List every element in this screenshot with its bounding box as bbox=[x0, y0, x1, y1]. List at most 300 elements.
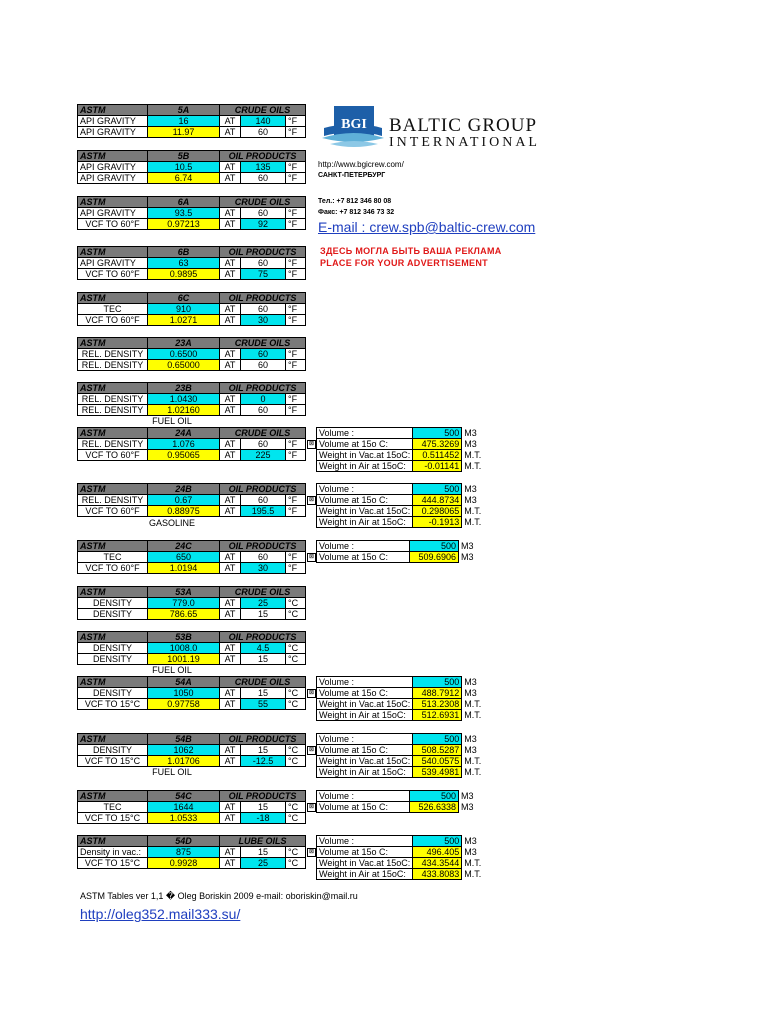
calc-label: Weight in Vac.at 15oC: bbox=[317, 506, 413, 517]
header-product-type: CRUDE OILS bbox=[220, 338, 306, 349]
row-value: 786.65 bbox=[148, 609, 220, 620]
calc-value: 539.4981 bbox=[413, 767, 462, 778]
row-value[interactable]: 1008.0 bbox=[148, 643, 220, 654]
at-label: AT bbox=[220, 116, 241, 127]
header-astm: ASTM bbox=[78, 632, 148, 643]
row-label: REL. DENSITY bbox=[78, 405, 148, 416]
row-unit: °F bbox=[286, 219, 306, 230]
calc-value: 488.7912 bbox=[413, 688, 462, 699]
row-value: 0.65000 bbox=[148, 360, 220, 371]
row-value[interactable]: 93.5 bbox=[148, 208, 220, 219]
calc-row bbox=[317, 869, 495, 880]
at-label: AT bbox=[220, 858, 241, 869]
row-unit: °F bbox=[286, 116, 306, 127]
table-header bbox=[78, 632, 306, 643]
calc-value[interactable]: 500 bbox=[413, 677, 462, 688]
footer-link[interactable]: http://oleg352.mail333.su/ bbox=[80, 906, 241, 922]
astm-table bbox=[77, 382, 305, 416]
row-value[interactable]: 1062 bbox=[148, 745, 220, 756]
table-row bbox=[78, 654, 306, 665]
table-header bbox=[78, 338, 306, 349]
bgi-emblem-icon bbox=[320, 98, 386, 154]
header-product-type: OIL PRODUCTS bbox=[220, 791, 306, 802]
row-label: REL. DENSITY bbox=[78, 439, 148, 450]
at-label: AT bbox=[220, 439, 241, 450]
calc-row bbox=[317, 450, 495, 461]
header-table-number: 54C bbox=[148, 791, 220, 802]
table-header bbox=[78, 197, 306, 208]
product-group-label: FUEL OIL bbox=[152, 767, 192, 777]
row-unit: °C bbox=[286, 858, 306, 869]
calc-value: 434.3544 bbox=[413, 858, 462, 869]
row-temperature[interactable]: 4.5 bbox=[241, 643, 286, 654]
table-row bbox=[78, 745, 306, 756]
calc-label: Volume at 15o C: bbox=[317, 495, 413, 506]
calc-row bbox=[317, 734, 495, 745]
row-unit: °F bbox=[286, 394, 306, 405]
company-name-line2: INTERNATIONAL bbox=[389, 135, 540, 150]
footer-credits: ASTM Tables ver 1,1 � Oleg Boriskin 2009 e-mail: oboriskin@mail.ru bbox=[80, 891, 358, 901]
row-value[interactable]: 63 bbox=[148, 258, 220, 269]
table-row bbox=[78, 563, 306, 574]
row-temperature: 60 bbox=[241, 258, 286, 269]
row-temperature[interactable]: 140 bbox=[241, 116, 286, 127]
astm-table bbox=[77, 150, 305, 184]
row-unit: °F bbox=[286, 208, 306, 219]
row-unit: °C bbox=[286, 756, 306, 767]
calc-unit: M.T. bbox=[464, 858, 482, 868]
astm-table bbox=[77, 104, 305, 138]
row-value: 6.74 bbox=[148, 173, 220, 184]
row-temperature[interactable]: 0 bbox=[241, 394, 286, 405]
calc-row bbox=[317, 791, 492, 802]
row-temperature[interactable]: 92 bbox=[241, 219, 286, 230]
row-temperature[interactable]: 25 bbox=[241, 858, 286, 869]
at-label: AT bbox=[220, 745, 241, 756]
table-row bbox=[78, 688, 306, 699]
header-table-number: 53B bbox=[148, 632, 220, 643]
row-value: 1.01706 bbox=[148, 756, 220, 767]
row-temperature[interactable]: 30 bbox=[241, 563, 286, 574]
row-label: TEC bbox=[78, 304, 148, 315]
table-row bbox=[78, 219, 306, 230]
calc-label: Volume : bbox=[317, 428, 413, 439]
row-temperature[interactable]: 30 bbox=[241, 315, 286, 326]
product-group-label: FUEL OIL bbox=[152, 416, 192, 426]
row-value: 0.97758 bbox=[148, 699, 220, 710]
calc-checkbox[interactable]: ⊠ bbox=[308, 690, 315, 696]
table-header bbox=[78, 587, 306, 598]
row-value[interactable]: 1050 bbox=[148, 688, 220, 699]
calc-unit: M3 bbox=[464, 836, 477, 846]
calc-label: Volume at 15o C: bbox=[317, 552, 410, 563]
row-label: VCF TO 60°F bbox=[78, 269, 148, 280]
row-unit: °F bbox=[286, 450, 306, 461]
header-astm: ASTM bbox=[78, 428, 148, 439]
row-value[interactable]: 0.67 bbox=[148, 495, 220, 506]
at-label: AT bbox=[220, 802, 241, 813]
at-label: AT bbox=[220, 563, 241, 574]
row-value: 1001.19 bbox=[148, 654, 220, 665]
row-unit: °C bbox=[286, 643, 306, 654]
table-header bbox=[78, 293, 306, 304]
row-label: DENSITY bbox=[78, 643, 148, 654]
astm-table bbox=[77, 427, 305, 461]
row-unit: °F bbox=[286, 315, 306, 326]
row-label: REL. DENSITY bbox=[78, 495, 148, 506]
row-unit: °F bbox=[286, 269, 306, 280]
row-unit: °C bbox=[286, 654, 306, 665]
calc-label: Weight in Vac.at 15oC: bbox=[317, 858, 413, 869]
header-product-type: OIL PRODUCTS bbox=[220, 484, 306, 495]
company-phone: Тел.: +7 812 346 80 08 bbox=[318, 198, 392, 205]
row-temperature: 15 bbox=[241, 802, 286, 813]
row-temperature: 15 bbox=[241, 745, 286, 756]
row-unit: °F bbox=[286, 162, 306, 173]
calc-checkbox[interactable]: ⊠ bbox=[308, 804, 315, 810]
astm-table bbox=[77, 337, 305, 371]
company-email-link[interactable]: E-mail : crew.spb@baltic-crew.com bbox=[318, 219, 536, 235]
calc-row bbox=[317, 836, 495, 847]
row-label: VCF TO 60°F bbox=[78, 219, 148, 230]
row-label: REL. DENSITY bbox=[78, 360, 148, 371]
row-label: API GRAVITY bbox=[78, 116, 148, 127]
header-astm: ASTM bbox=[78, 677, 148, 688]
row-label: VCF TO 15°C bbox=[78, 813, 148, 824]
at-label: AT bbox=[220, 269, 241, 280]
header-table-number: 53A bbox=[148, 587, 220, 598]
calc-checkbox[interactable]: ⊠ bbox=[308, 747, 315, 753]
calc-label: Volume : bbox=[317, 541, 410, 552]
advertisement-ru: ЗДЕСЬ МОГЛА БЫТЬ ВАША РЕКЛАМА bbox=[320, 246, 502, 256]
calc-value[interactable]: 500 bbox=[413, 428, 462, 439]
astm-table bbox=[77, 540, 305, 574]
row-temperature: 15 bbox=[241, 609, 286, 620]
row-value: 1.0194 bbox=[148, 563, 220, 574]
header-astm: ASTM bbox=[78, 338, 148, 349]
calc-label: Volume at 15o C: bbox=[317, 802, 410, 813]
row-label: VCF TO 15°C bbox=[78, 756, 148, 767]
row-temperature: 60 bbox=[241, 360, 286, 371]
calc-label: Weight in Air at 15oC: bbox=[317, 710, 413, 721]
table-row bbox=[78, 506, 306, 517]
row-label: API GRAVITY bbox=[78, 173, 148, 184]
at-label: AT bbox=[220, 162, 241, 173]
calc-row bbox=[317, 767, 495, 778]
calc-label: Volume : bbox=[317, 734, 413, 745]
row-value[interactable]: 1644 bbox=[148, 802, 220, 813]
header-product-type: OIL PRODUCTS bbox=[220, 383, 306, 394]
table-row bbox=[78, 552, 306, 563]
calc-unit: M.T. bbox=[464, 450, 482, 460]
header-astm: ASTM bbox=[78, 587, 148, 598]
calc-row bbox=[317, 847, 495, 858]
table-row bbox=[78, 756, 306, 767]
row-label: VCF TO 15°C bbox=[78, 699, 148, 710]
calc-value: 0.298065 bbox=[413, 506, 462, 517]
table-header bbox=[78, 677, 306, 688]
table-row bbox=[78, 349, 306, 360]
row-temperature[interactable]: 225 bbox=[241, 450, 286, 461]
table-header bbox=[78, 791, 306, 802]
calc-row bbox=[317, 699, 495, 710]
calc-unit: M.T. bbox=[464, 869, 482, 879]
company-fax: Факс: +7 812 346 73 32 bbox=[318, 209, 395, 216]
volume-calculator bbox=[316, 427, 495, 472]
row-value[interactable]: 1.0430 bbox=[148, 394, 220, 405]
calc-value: 444.8734 bbox=[413, 495, 462, 506]
volume-calculator bbox=[316, 733, 495, 778]
row-value[interactable]: 1.076 bbox=[148, 439, 220, 450]
row-label: VCF TO 60°F bbox=[78, 450, 148, 461]
row-value: 1.02160 bbox=[148, 405, 220, 416]
row-value[interactable]: 10.5 bbox=[148, 162, 220, 173]
row-label: VCF TO 60°F bbox=[78, 315, 148, 326]
header-table-number: 54A bbox=[148, 677, 220, 688]
row-value: 1.0533 bbox=[148, 813, 220, 824]
calc-value: 508.5287 bbox=[413, 745, 462, 756]
header-table-number: 5B bbox=[148, 151, 220, 162]
astm-table bbox=[77, 835, 305, 869]
table-row bbox=[78, 173, 306, 184]
calc-label: Weight in Vac.at 15oC: bbox=[317, 450, 413, 461]
astm-table bbox=[77, 676, 305, 710]
calc-value[interactable]: 500 bbox=[413, 836, 462, 847]
calc-unit: M3 bbox=[461, 802, 474, 812]
row-unit: °F bbox=[286, 173, 306, 184]
header-product-type: OIL PRODUCTS bbox=[220, 293, 306, 304]
astm-table bbox=[77, 483, 305, 517]
calc-label: Volume : bbox=[317, 791, 410, 802]
volume-calculator bbox=[316, 676, 495, 721]
company-city: САНКТ-ПЕТЕРБУРГ bbox=[318, 172, 386, 179]
calc-value[interactable]: 500 bbox=[413, 734, 462, 745]
calc-unit: M.T. bbox=[464, 710, 482, 720]
header-astm: ASTM bbox=[78, 484, 148, 495]
at-label: AT bbox=[220, 506, 241, 517]
svg-text:BGI: BGI bbox=[341, 117, 367, 132]
header-product-type: OIL PRODUCTS bbox=[220, 734, 306, 745]
calc-row bbox=[317, 506, 495, 517]
at-label: AT bbox=[220, 813, 241, 824]
calc-label: Volume at 15o C: bbox=[317, 745, 413, 756]
row-value[interactable]: 779.0 bbox=[148, 598, 220, 609]
calc-unit: M3 bbox=[464, 439, 477, 449]
table-header bbox=[78, 836, 306, 847]
table-row bbox=[78, 258, 306, 269]
header-table-number: 54B bbox=[148, 734, 220, 745]
row-unit: °C bbox=[286, 609, 306, 620]
at-label: AT bbox=[220, 699, 241, 710]
row-temperature: 15 bbox=[241, 847, 286, 858]
at-label: AT bbox=[220, 756, 241, 767]
volume-calculator bbox=[316, 483, 495, 528]
row-temperature[interactable]: 60 bbox=[241, 349, 286, 360]
header-product-type: CRUDE OILS bbox=[220, 677, 306, 688]
header-product-type: OIL PRODUCTS bbox=[220, 632, 306, 643]
row-temperature: 15 bbox=[241, 688, 286, 699]
calc-checkbox[interactable]: ⊠ bbox=[308, 554, 315, 560]
calc-checkbox[interactable]: ⊠ bbox=[308, 849, 315, 855]
header-product-type: LUBE OILS bbox=[220, 836, 306, 847]
calc-row bbox=[317, 710, 495, 721]
row-unit: °F bbox=[286, 552, 306, 563]
at-label: AT bbox=[220, 127, 241, 138]
calc-value: 475.3269 bbox=[413, 439, 462, 450]
astm-table bbox=[77, 196, 305, 230]
row-label: DENSITY bbox=[78, 598, 148, 609]
row-value[interactable]: 0.6500 bbox=[148, 349, 220, 360]
calc-unit: M.T. bbox=[464, 756, 482, 766]
table-row bbox=[78, 269, 306, 280]
calc-value[interactable]: 500 bbox=[410, 541, 459, 552]
calc-label: Volume at 15o C: bbox=[317, 439, 413, 450]
header-astm: ASTM bbox=[78, 105, 148, 116]
at-label: AT bbox=[220, 360, 241, 371]
row-temperature: 60 bbox=[241, 304, 286, 315]
row-temperature[interactable]: 135 bbox=[241, 162, 286, 173]
table-header bbox=[78, 484, 306, 495]
header-astm: ASTM bbox=[78, 197, 148, 208]
header-product-type: CRUDE OILS bbox=[220, 428, 306, 439]
calc-unit: M3 bbox=[464, 428, 477, 438]
header-product-type: OIL PRODUCTS bbox=[220, 247, 306, 258]
calc-row bbox=[317, 541, 492, 552]
calc-value: 513.2308 bbox=[413, 699, 462, 710]
row-label: TEC bbox=[78, 552, 148, 563]
table-header bbox=[78, 247, 306, 258]
calc-label: Volume : bbox=[317, 677, 413, 688]
calc-value: 0.511452 bbox=[413, 450, 462, 461]
at-label: AT bbox=[220, 258, 241, 269]
table-row bbox=[78, 450, 306, 461]
calc-checkbox[interactable]: ⊠ bbox=[308, 497, 315, 503]
row-temperature: 60 bbox=[241, 208, 286, 219]
calc-unit: M.T. bbox=[464, 461, 482, 471]
header-table-number: 5A bbox=[148, 105, 220, 116]
calc-label: Weight in Air at 15oC: bbox=[317, 767, 413, 778]
at-label: AT bbox=[220, 450, 241, 461]
row-value: 0.9928 bbox=[148, 858, 220, 869]
at-label: AT bbox=[220, 394, 241, 405]
calc-value: 433.8083 bbox=[413, 869, 462, 880]
calc-label: Weight in Air at 15oC: bbox=[317, 869, 413, 880]
row-label: DENSITY bbox=[78, 654, 148, 665]
calc-label: Weight in Vac.at 15oC: bbox=[317, 699, 413, 710]
at-label: AT bbox=[220, 405, 241, 416]
row-temperature: 60 bbox=[241, 173, 286, 184]
header-table-number: 54D bbox=[148, 836, 220, 847]
table-row bbox=[78, 405, 306, 416]
row-unit: °F bbox=[286, 495, 306, 506]
astm-table bbox=[77, 790, 305, 824]
calc-value: -0.01141 bbox=[413, 461, 462, 472]
calc-value[interactable]: 500 bbox=[413, 484, 462, 495]
header-astm: ASTM bbox=[78, 247, 148, 258]
calc-value[interactable]: 500 bbox=[410, 791, 459, 802]
at-label: AT bbox=[220, 688, 241, 699]
table-row bbox=[78, 598, 306, 609]
table-row bbox=[78, 847, 306, 858]
astm-table bbox=[77, 733, 305, 767]
table-row bbox=[78, 315, 306, 326]
volume-calculator bbox=[316, 835, 495, 880]
calc-value: 526.6338 bbox=[410, 802, 459, 813]
calc-row bbox=[317, 484, 495, 495]
row-value: 0.95065 bbox=[148, 450, 220, 461]
header-product-type: OIL PRODUCTS bbox=[220, 151, 306, 162]
at-label: AT bbox=[220, 654, 241, 665]
calc-row bbox=[317, 802, 492, 813]
row-temperature: 60 bbox=[241, 405, 286, 416]
calc-unit: M3 bbox=[464, 495, 477, 505]
calc-label: Volume at 15o C: bbox=[317, 688, 413, 699]
table-header bbox=[78, 734, 306, 745]
row-temperature[interactable]: -18 bbox=[241, 813, 286, 824]
row-temperature[interactable]: 25 bbox=[241, 598, 286, 609]
calc-unit: M3 bbox=[464, 484, 477, 494]
calc-row bbox=[317, 439, 495, 450]
row-value[interactable]: 650 bbox=[148, 552, 220, 563]
row-temperature[interactable]: -12.5 bbox=[241, 756, 286, 767]
table-row bbox=[78, 162, 306, 173]
at-label: AT bbox=[220, 643, 241, 654]
astm-table bbox=[77, 586, 305, 620]
row-label: VCF TO 15°C bbox=[78, 858, 148, 869]
calc-row bbox=[317, 495, 495, 506]
company-website[interactable]: http://www.bgicrew.com/ bbox=[318, 160, 404, 169]
header-astm: ASTM bbox=[78, 151, 148, 162]
header-table-number: 24B bbox=[148, 484, 220, 495]
row-unit: °F bbox=[286, 304, 306, 315]
row-temperature: 60 bbox=[241, 552, 286, 563]
row-unit: °C bbox=[286, 745, 306, 756]
row-temperature[interactable]: 55 bbox=[241, 699, 286, 710]
table-header bbox=[78, 383, 306, 394]
calc-checkbox[interactable]: ⊠ bbox=[308, 441, 315, 447]
astm-table bbox=[77, 246, 305, 280]
row-value: 11.97 bbox=[148, 127, 220, 138]
at-label: AT bbox=[220, 847, 241, 858]
row-unit: °C bbox=[286, 699, 306, 710]
table-header bbox=[78, 541, 306, 552]
row-temperature: 15 bbox=[241, 654, 286, 665]
company-name-line1: BALTIC GROUP bbox=[389, 115, 538, 136]
calc-unit: M.T. bbox=[464, 506, 482, 516]
astm-table bbox=[77, 292, 305, 326]
row-unit: °C bbox=[286, 847, 306, 858]
header-product-type: CRUDE OILS bbox=[220, 105, 306, 116]
table-row bbox=[78, 802, 306, 813]
row-label: API GRAVITY bbox=[78, 258, 148, 269]
at-label: AT bbox=[220, 315, 241, 326]
header-astm: ASTM bbox=[78, 836, 148, 847]
table-row bbox=[78, 495, 306, 506]
table-row bbox=[78, 699, 306, 710]
row-label: DENSITY bbox=[78, 609, 148, 620]
row-label: DENSITY bbox=[78, 745, 148, 756]
product-group-label: FUEL OIL bbox=[152, 665, 192, 675]
astm-table bbox=[77, 631, 305, 665]
at-label: AT bbox=[220, 173, 241, 184]
row-value[interactable]: 16 bbox=[148, 116, 220, 127]
row-value[interactable]: 875 bbox=[148, 847, 220, 858]
row-value[interactable]: 910 bbox=[148, 304, 220, 315]
row-temperature[interactable]: 75 bbox=[241, 269, 286, 280]
table-header bbox=[78, 428, 306, 439]
row-temperature[interactable]: 195.5 bbox=[241, 506, 286, 517]
calc-unit: M3 bbox=[464, 677, 477, 687]
